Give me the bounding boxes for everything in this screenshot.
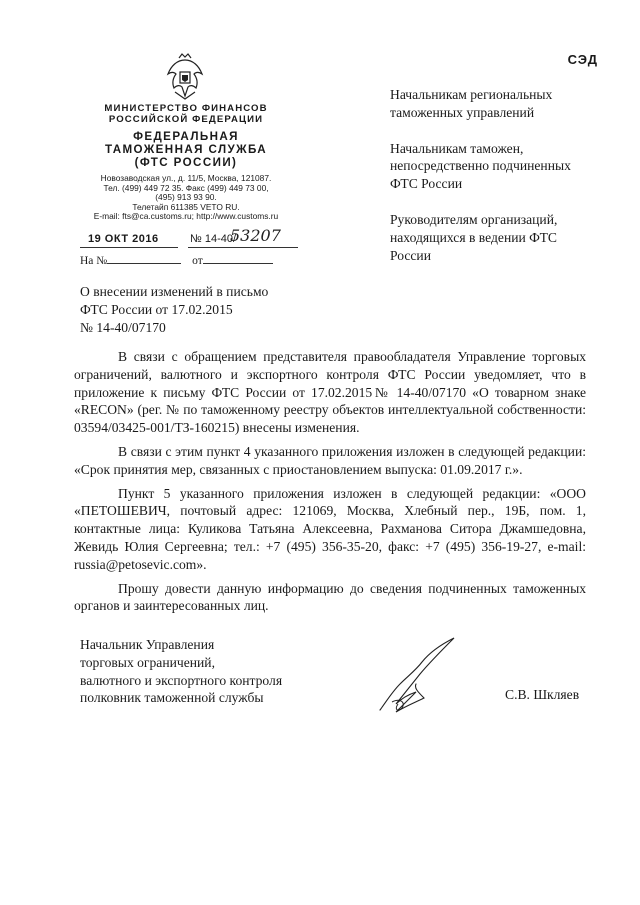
body-paragraph: Пункт 5 указанного приложения изложен в следующей редакции: «ООО «ПЕТОШЕВИЧ, почтовый адрес: 121069, Москва, Хлебный пер., 19Б, пом. 1, контактные лица: Куликова Татьяна Алексеевна, Рахманова Ситора Джамшедовна, Жевидь Юлия Сергеевна; тел.: +7 (495) 356-35-20, факс: +7 (495) 356-19-27, e-mail: russia@petosevic.com».: [74, 485, 586, 572]
body-paragraph: В связи с обращением представителя правообладателя Управление торговых ограничений, валютного и экспортного контроля ФТС России уведомляет, что в приложение к письму ФТС России от 17.02.2015№ 14-40/07170 «О товарном знаке «RECON» (рег. № по таможенному реестру объектов интеллектуальной собственности: 03594/03425-001/ТЗ-160215) внесены изменения.: [74, 349, 586, 436]
ref-number-blank: [107, 254, 181, 264]
handwritten-signature: [372, 632, 482, 717]
service-line: ТАМОЖЕННАЯ СЛУЖБА: [104, 143, 268, 156]
signatory-title-line: валютного и экспортного контроля: [80, 672, 283, 688]
ministry-line: РОССИЙСКОЙ ФЕДЕРАЦИИ: [108, 114, 264, 125]
contact-line: Новозаводская ул., д. 11/5, Москва, 121087.: [100, 173, 272, 183]
contact-line: Тел. (499) 449 72 35. Факс (499) 449 73 00,: [103, 182, 269, 193]
ref-date-blank: [203, 254, 273, 264]
body-paragraph: В связи с этим пункт 4 указанного приложения изложен в следующей редакции: «Срок принятия мер, связанных с приостановлением выпуска: 01.09.2017 г.».: [74, 443, 586, 477]
service-line: (ФТС РОССИИ): [134, 156, 238, 169]
registration-date: 19 ОКТ 2016: [88, 233, 159, 245]
registration-number-prefix: № 14-40/: [190, 233, 237, 245]
signatory-title-line: Начальник Управления: [80, 637, 215, 652]
recipients-block: [390, 86, 600, 282]
document-mark: СЭД: [567, 52, 598, 67]
service-line: ФЕДЕРАЛЬНАЯ: [133, 130, 239, 143]
coat-of-arms-icon: [163, 52, 207, 102]
reference-line: [80, 254, 273, 267]
ref-date-label: от: [192, 255, 203, 267]
letter-subject: [80, 283, 310, 336]
recipient: Начальникам региональных таможенных управлений: [390, 87, 553, 120]
subject-line: № 14-40/07170: [80, 319, 166, 335]
subject-line: О внесении изменений в письмо: [80, 284, 269, 299]
signatory-title-line: полковник таможенной службы: [80, 690, 264, 706]
ref-number-label: На №: [80, 255, 108, 267]
ministry-line: МИНИСТЕРСТВО ФИНАНСОВ: [104, 103, 268, 114]
letter-body: [74, 348, 586, 621]
recipient: Руководителям организаций, находящихся в ведении ФТС России: [390, 211, 558, 263]
body-paragraph: Прошу довести данную информацию до сведения подчиненных таможенных органов и заинтересованных лиц.: [74, 580, 586, 614]
contact-line: E-mail: fts@ca.customs.ru; http://www.customs.ru: [93, 211, 279, 221]
ministry-name: [98, 103, 274, 125]
number-underline: [188, 247, 298, 248]
signatory-title-line: торговых ограничений,: [80, 654, 215, 670]
recipient: Начальникам таможен, непосредственно подчиненных ФТС России: [390, 140, 571, 192]
signatory-name: С.В. Шкляев: [505, 687, 580, 702]
subject-line: ФТС России от 17.02.2015: [80, 301, 233, 317]
signatory-title: [80, 636, 340, 707]
registration-number-handwritten: 53207: [230, 226, 281, 245]
date-underline: [80, 247, 178, 248]
service-name: [88, 130, 284, 169]
sender-contacts: [80, 174, 292, 222]
contact-line: (495) 913 93 90.: [155, 192, 217, 202]
contact-line: Телетайп 611385 VETO RU.: [132, 201, 240, 212]
